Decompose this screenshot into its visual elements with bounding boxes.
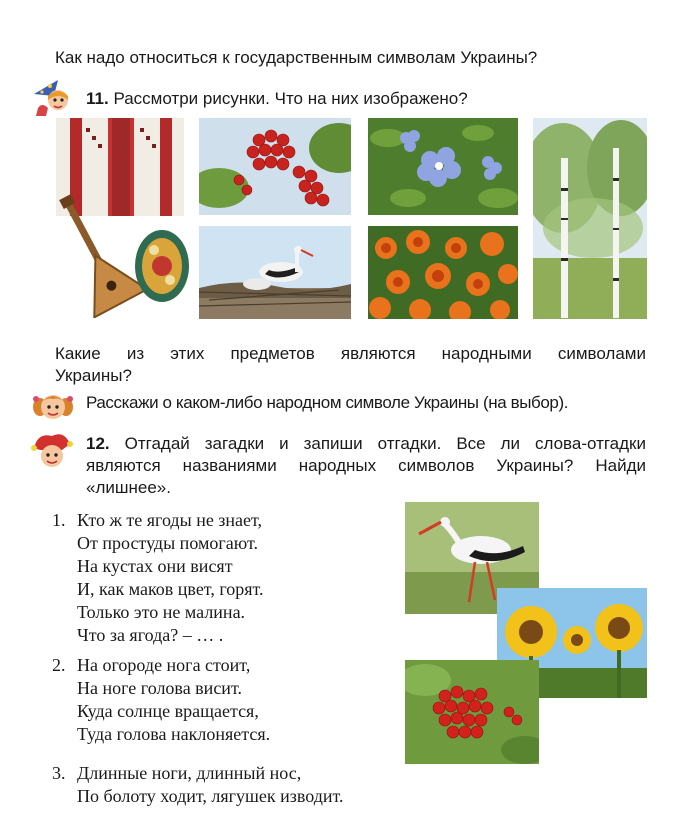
riddle-line: Длинные ноги, длинный нос,: [77, 763, 302, 783]
tell-prompt: Расскажи о каком-либо народном символе Украины (на выбор).: [86, 393, 569, 412]
riddle-line: Кто ж те ягоды не знает,: [77, 510, 263, 530]
task-11-text: Рассмотри рисунки. Что на них изображено?: [113, 89, 468, 108]
question-intro: Как надо относиться к государственным символам Украины?: [55, 48, 538, 67]
viburnum-berries-riddle-image: [405, 660, 539, 764]
task-12-line1: [86, 433, 646, 455]
riddle-line: От простуды помогают.: [77, 533, 258, 553]
task-12-line2: являются названиями народных символов Украины? Найди: [86, 456, 646, 475]
riddle-1-number: 1.: [52, 510, 66, 530]
riddle-line: На кустах они висят: [77, 556, 233, 576]
towel-balalaika-egg-image: [52, 118, 194, 318]
task-12-text-line1: Отгадай загадки и запиши отгадки. Все ли слова-отгадки: [124, 434, 646, 453]
riddle-2: [77, 654, 397, 746]
riddle-3: [77, 762, 497, 808]
task-11-heading: [86, 88, 646, 110]
riddle-1: [77, 509, 397, 647]
riddle-line: Что за ягода? – … .: [77, 625, 224, 645]
task-12-line3: «лишнее».: [86, 478, 171, 497]
riddle-line: И, как маков цвет, горят.: [77, 579, 264, 599]
question-folk-symbols-line1: Какие из этих предметов являются народными символами: [55, 344, 646, 363]
question-folk-symbols-line2: Украины?: [55, 366, 132, 385]
riddle-2-number: 2.: [52, 655, 66, 675]
riddle-line: Куда солнце вращается,: [77, 701, 259, 721]
task-12-number: 12.: [86, 434, 110, 453]
viburnum-berries-image: [199, 118, 351, 215]
riddle-3-number: 3.: [52, 763, 66, 783]
marigold-flowers-image: [368, 226, 518, 319]
periwinkle-flowers-image: [368, 118, 518, 215]
stork-nest-image: [199, 226, 351, 319]
task-11-number: 11.: [86, 89, 109, 108]
riddle-line: На огороде нога стоит,: [77, 655, 251, 675]
riddle-line: По болоту ходит, лягушек изводит.: [77, 786, 344, 806]
jester-mascot-icon: [28, 430, 74, 470]
riddle-line: Только это не малина.: [77, 602, 246, 622]
riddle-line: Туда голова наклоняется.: [77, 724, 271, 744]
wizard-mascot-icon: [28, 78, 74, 118]
riddle-line: На ноге голова висит.: [77, 678, 242, 698]
girl-mascot-icon: [30, 389, 76, 425]
birch-trees-image: [533, 118, 647, 319]
